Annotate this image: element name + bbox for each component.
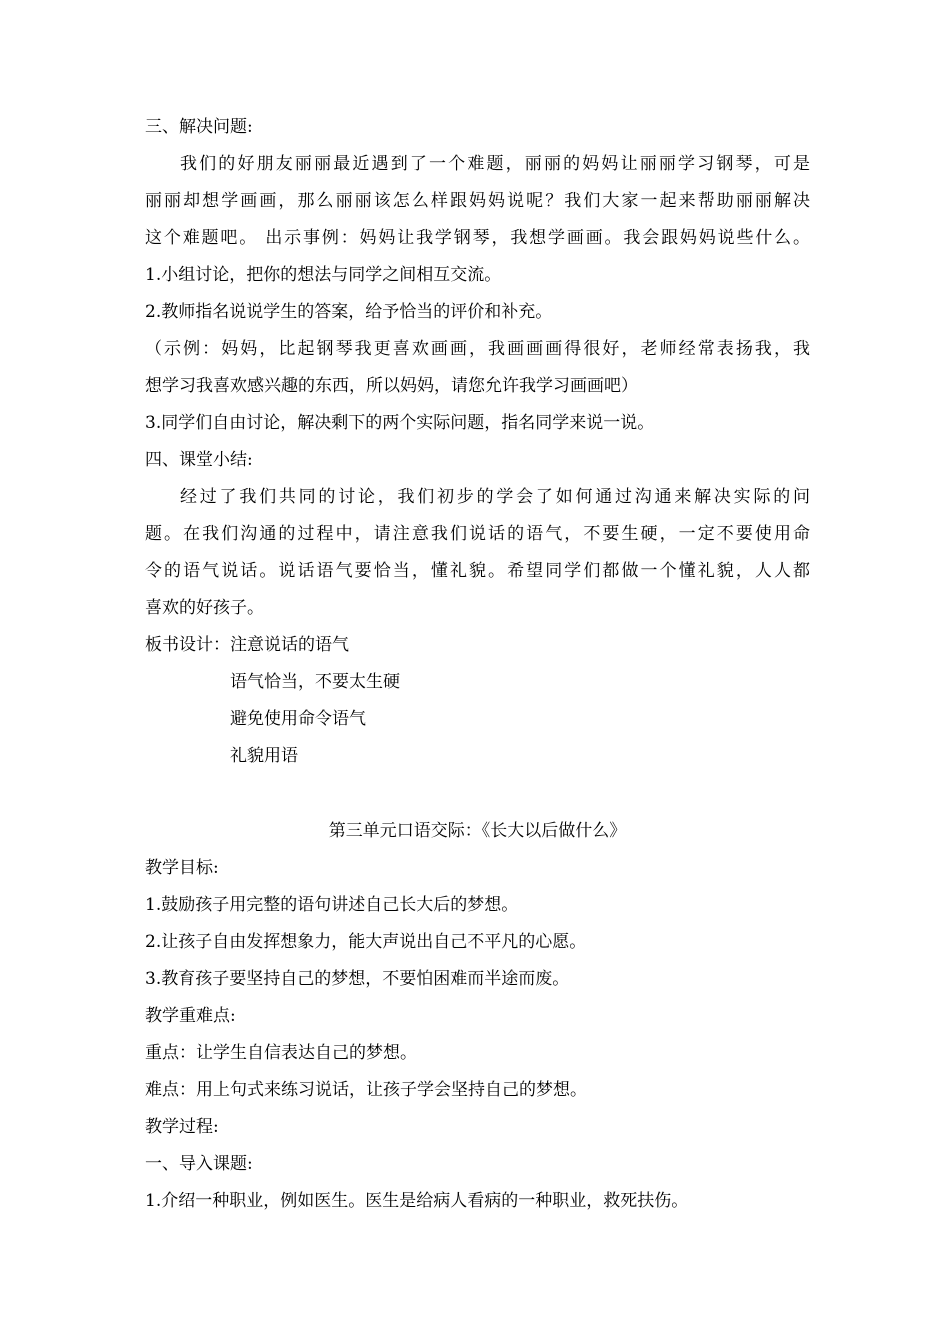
paragraph-line: 我们的好朋友丽丽最近遇到了一个难题，丽丽的妈妈让丽丽学习钢琴，可是	[180, 154, 810, 174]
section-heading-summary: 四、课堂小结:	[145, 450, 253, 470]
example-line: 想学习我喜欢感兴趣的东西，所以妈妈，请您允许我学习画画吧）	[145, 376, 638, 396]
board-design-title: 板书设计：注意说话的语气	[145, 635, 349, 655]
board-design-line: 避免使用命令语气	[230, 709, 366, 729]
section-heading-solve-problem: 三、解决问题:	[145, 117, 253, 137]
list-item: 2.教师指名说说学生的答案，给予恰当的评价和补充。	[145, 302, 553, 322]
unit-title: 第三单元口语交际：《长大以后做什么》	[328, 821, 627, 841]
board-design-line: 礼貌用语	[230, 746, 298, 766]
list-item: 3.同学们自由讨论，解决剩下的两个实际问题，指名同学来说一说。	[145, 413, 655, 433]
goal-item: 3.教育孩子要坚持自己的梦想，不要怕困难而半途而废。	[145, 969, 570, 989]
paragraph-line: 这个难题吧。 出示事例：妈妈让我学钢琴，我想学画画。我会跟妈妈说些什么。	[145, 228, 810, 248]
board-design-line: 语气恰当，不要太生硬	[230, 672, 400, 692]
step-item: 1.介绍一种职业，例如医生。医生是给病人看病的一种职业，救死扶伤。	[145, 1191, 689, 1211]
paragraph-line: 题。在我们沟通的过程中，请注意我们说话的语气，不要生硬，一定不要使用命	[145, 524, 810, 544]
step-heading: 一、导入课题:	[145, 1154, 253, 1174]
goal-item: 1.鼓励孩子用完整的语句讲述自己长大后的梦想。	[145, 895, 519, 915]
list-item: 1.小组讨论，把你的想法与同学之间相互交流。	[145, 265, 502, 285]
process-heading: 教学过程:	[145, 1117, 219, 1137]
paragraph-line: 经过了我们共同的讨论，我们初步的学会了如何通过沟通来解决实际的问	[180, 487, 810, 507]
paragraph-line: 丽丽却想学画画，那么丽丽该怎么样跟妈妈说呢？我们大家一起来帮助丽丽解决	[145, 191, 810, 211]
goals-heading: 教学目标:	[145, 858, 219, 878]
difficulty-point: 难点：用上句式来练习说话，让孩子学会坚持自己的梦想。	[145, 1080, 587, 1100]
goal-item: 2.让孩子自由发挥想象力，能大声说出自己不平凡的心愿。	[145, 932, 587, 952]
paragraph-line: 喜欢的好孩子。	[145, 598, 264, 618]
key-point: 重点：让学生自信表达自己的梦想。	[145, 1043, 417, 1063]
paragraph-line: 令的语气说话。说话语气要恰当，懂礼貌。希望同学们都做一个懂礼貌，人人都	[145, 561, 810, 581]
example-line: （示例：妈妈，比起钢琴我更喜欢画画，我画画画得很好，老师经常表扬我，我	[145, 339, 810, 359]
key-points-heading: 教学重难点:	[145, 1006, 236, 1026]
